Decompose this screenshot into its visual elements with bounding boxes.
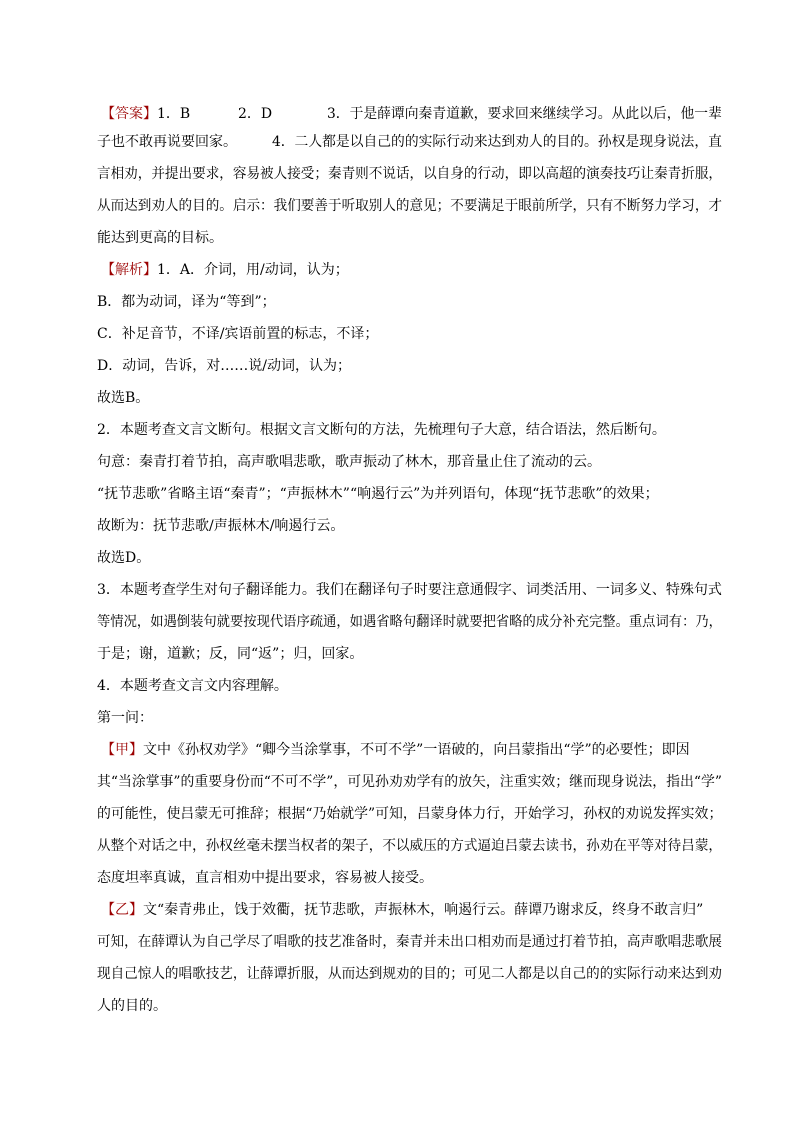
answer-line-1 bbox=[101, 104, 190, 124]
jia-text-1: 文中《孙权劝学》“卿今当涂掌事，不可不学”一语破的，向吕蒙指出“学”的必要性；即因 bbox=[143, 742, 690, 758]
analysis-line-1 bbox=[101, 260, 349, 280]
analysis-q2-meaning: 句意：秦青打着节拍，高声歌唱悲歌，歌声振动了林木，那音量止住了流动的云。 bbox=[97, 454, 601, 470]
analysis-first-question: 第一问： bbox=[97, 710, 153, 726]
answer-3: 3．于是薛谭向秦青道歉，要求回来继续学习。从此以后，他一辈 bbox=[327, 106, 722, 122]
answer-2: 2．D bbox=[238, 106, 273, 122]
analysis-q4-intro: 4．本题考查文言文内容理解。 bbox=[97, 678, 288, 694]
answer-4: 4．二人都是以自己的的实际行动来达到劝人的目的。孙权是现身说法，直 bbox=[272, 134, 722, 150]
analysis-choose-b: 故选B。 bbox=[97, 390, 150, 406]
yi-line-4: 人的目的。 bbox=[97, 998, 167, 1014]
jia-line-2: 其“当涂掌事”的重要身份而“不可不学”，可见孙劝劝学有的放矢，注重实效；继而现身说法，指出“学” bbox=[97, 774, 722, 790]
yi-line-2: 可知，在薛谭认为自己学尽了唱歌的技艺准备时，秦青并未出口相劝而是通过打着节拍，高声歌唱悲歌展 bbox=[97, 934, 723, 950]
analysis-q2-break: 故断为：抚节悲歌/声振林木/响遏行云。 bbox=[97, 518, 345, 534]
jia-label: 【甲】 bbox=[101, 742, 143, 758]
jia-line-3: 的可能性，使吕蒙无可推辞；根据“乃始就学”可知，吕蒙身体力行，开始学习，孙权的劝说发挥实效； bbox=[97, 806, 723, 822]
answer-1: 1．B bbox=[157, 106, 191, 122]
yi-text-1: 文“秦青弗止，饯于效衢，抚节悲歌，声振林木，响遏行云。薛谭乃谢求反，终身不敢言归” bbox=[143, 902, 704, 918]
analysis-q3-line-3: 于是；谢，道歉；反，同“返”；归，回家。 bbox=[97, 646, 364, 662]
analysis-q2-structure: “抚节悲歌”省略主语“秦青”；“声振林木”“响遏行云”为并列语句，体现“抚节悲歌”的效果； bbox=[97, 486, 659, 502]
yi-label: 【乙】 bbox=[101, 902, 143, 918]
analysis-q2-intro: 2．本题考查文言文断句。根据文言文断句的方法，先梳理句子大意，结合语法，然后断句。 bbox=[97, 422, 666, 438]
answer-3-cont: 子也不敢再说要回家。 bbox=[97, 134, 237, 150]
analysis-text-1: 1．A．介词，用/动词，认为； bbox=[157, 262, 349, 278]
jia-line-4: 从整个对话之中，孙权丝毫未摆当权者的架子，不以威压的方式逼迫吕蒙去读书，孙劝在平等对待吕蒙， bbox=[97, 838, 723, 854]
answer-4-cont-3: 能达到更高的目标。 bbox=[97, 230, 223, 246]
analysis-option-d: D．动词，告诉，对……说/动词，认为； bbox=[97, 358, 351, 374]
analysis-choose-d: 故选D。 bbox=[97, 550, 151, 566]
yi-line-1 bbox=[101, 900, 703, 920]
answer-4-cont-2: 从而达到劝人的目的。启示：我们要善于听取别人的意见；不要满足于眼前所学，只有不断努力学习，才 bbox=[97, 198, 723, 214]
answer-4-cont-1: 言相劝，并提出要求，容易被人接受；秦青则不说话，以自身的行动，即以高超的演奏技巧让秦青折服， bbox=[97, 166, 723, 182]
jia-line-1 bbox=[101, 740, 690, 760]
yi-line-3: 现自己惊人的唱歌技艺，让薛谭折服，从而达到规劝的目的；可见二人都是以自己的的实际行动来达到劝 bbox=[97, 966, 723, 982]
analysis-q3-line-1: 3．本题考查学生对句子翻译能力。我们在翻译句子时要注意通假字、词类活用、一词多义、特殊句式 bbox=[97, 582, 722, 598]
analysis-q3-line-2: 等情况，如遇倒装句就要按现代语序疏通，如遇省略句翻译时就要把省略的成分补充完整。重点词有：乃， bbox=[97, 614, 722, 630]
analysis-option-c: C．补足音节，不译/宾语前置的标志，不译； bbox=[97, 326, 379, 342]
analysis-option-b: B．都为动词，译为“等到”； bbox=[97, 294, 276, 310]
jia-line-5: 态度坦率真诚，直言相劝中提出要求，容易被人接受。 bbox=[97, 870, 433, 886]
analysis-label: 【解析】 bbox=[101, 262, 157, 278]
answer-label: 【答案】 bbox=[101, 106, 157, 122]
